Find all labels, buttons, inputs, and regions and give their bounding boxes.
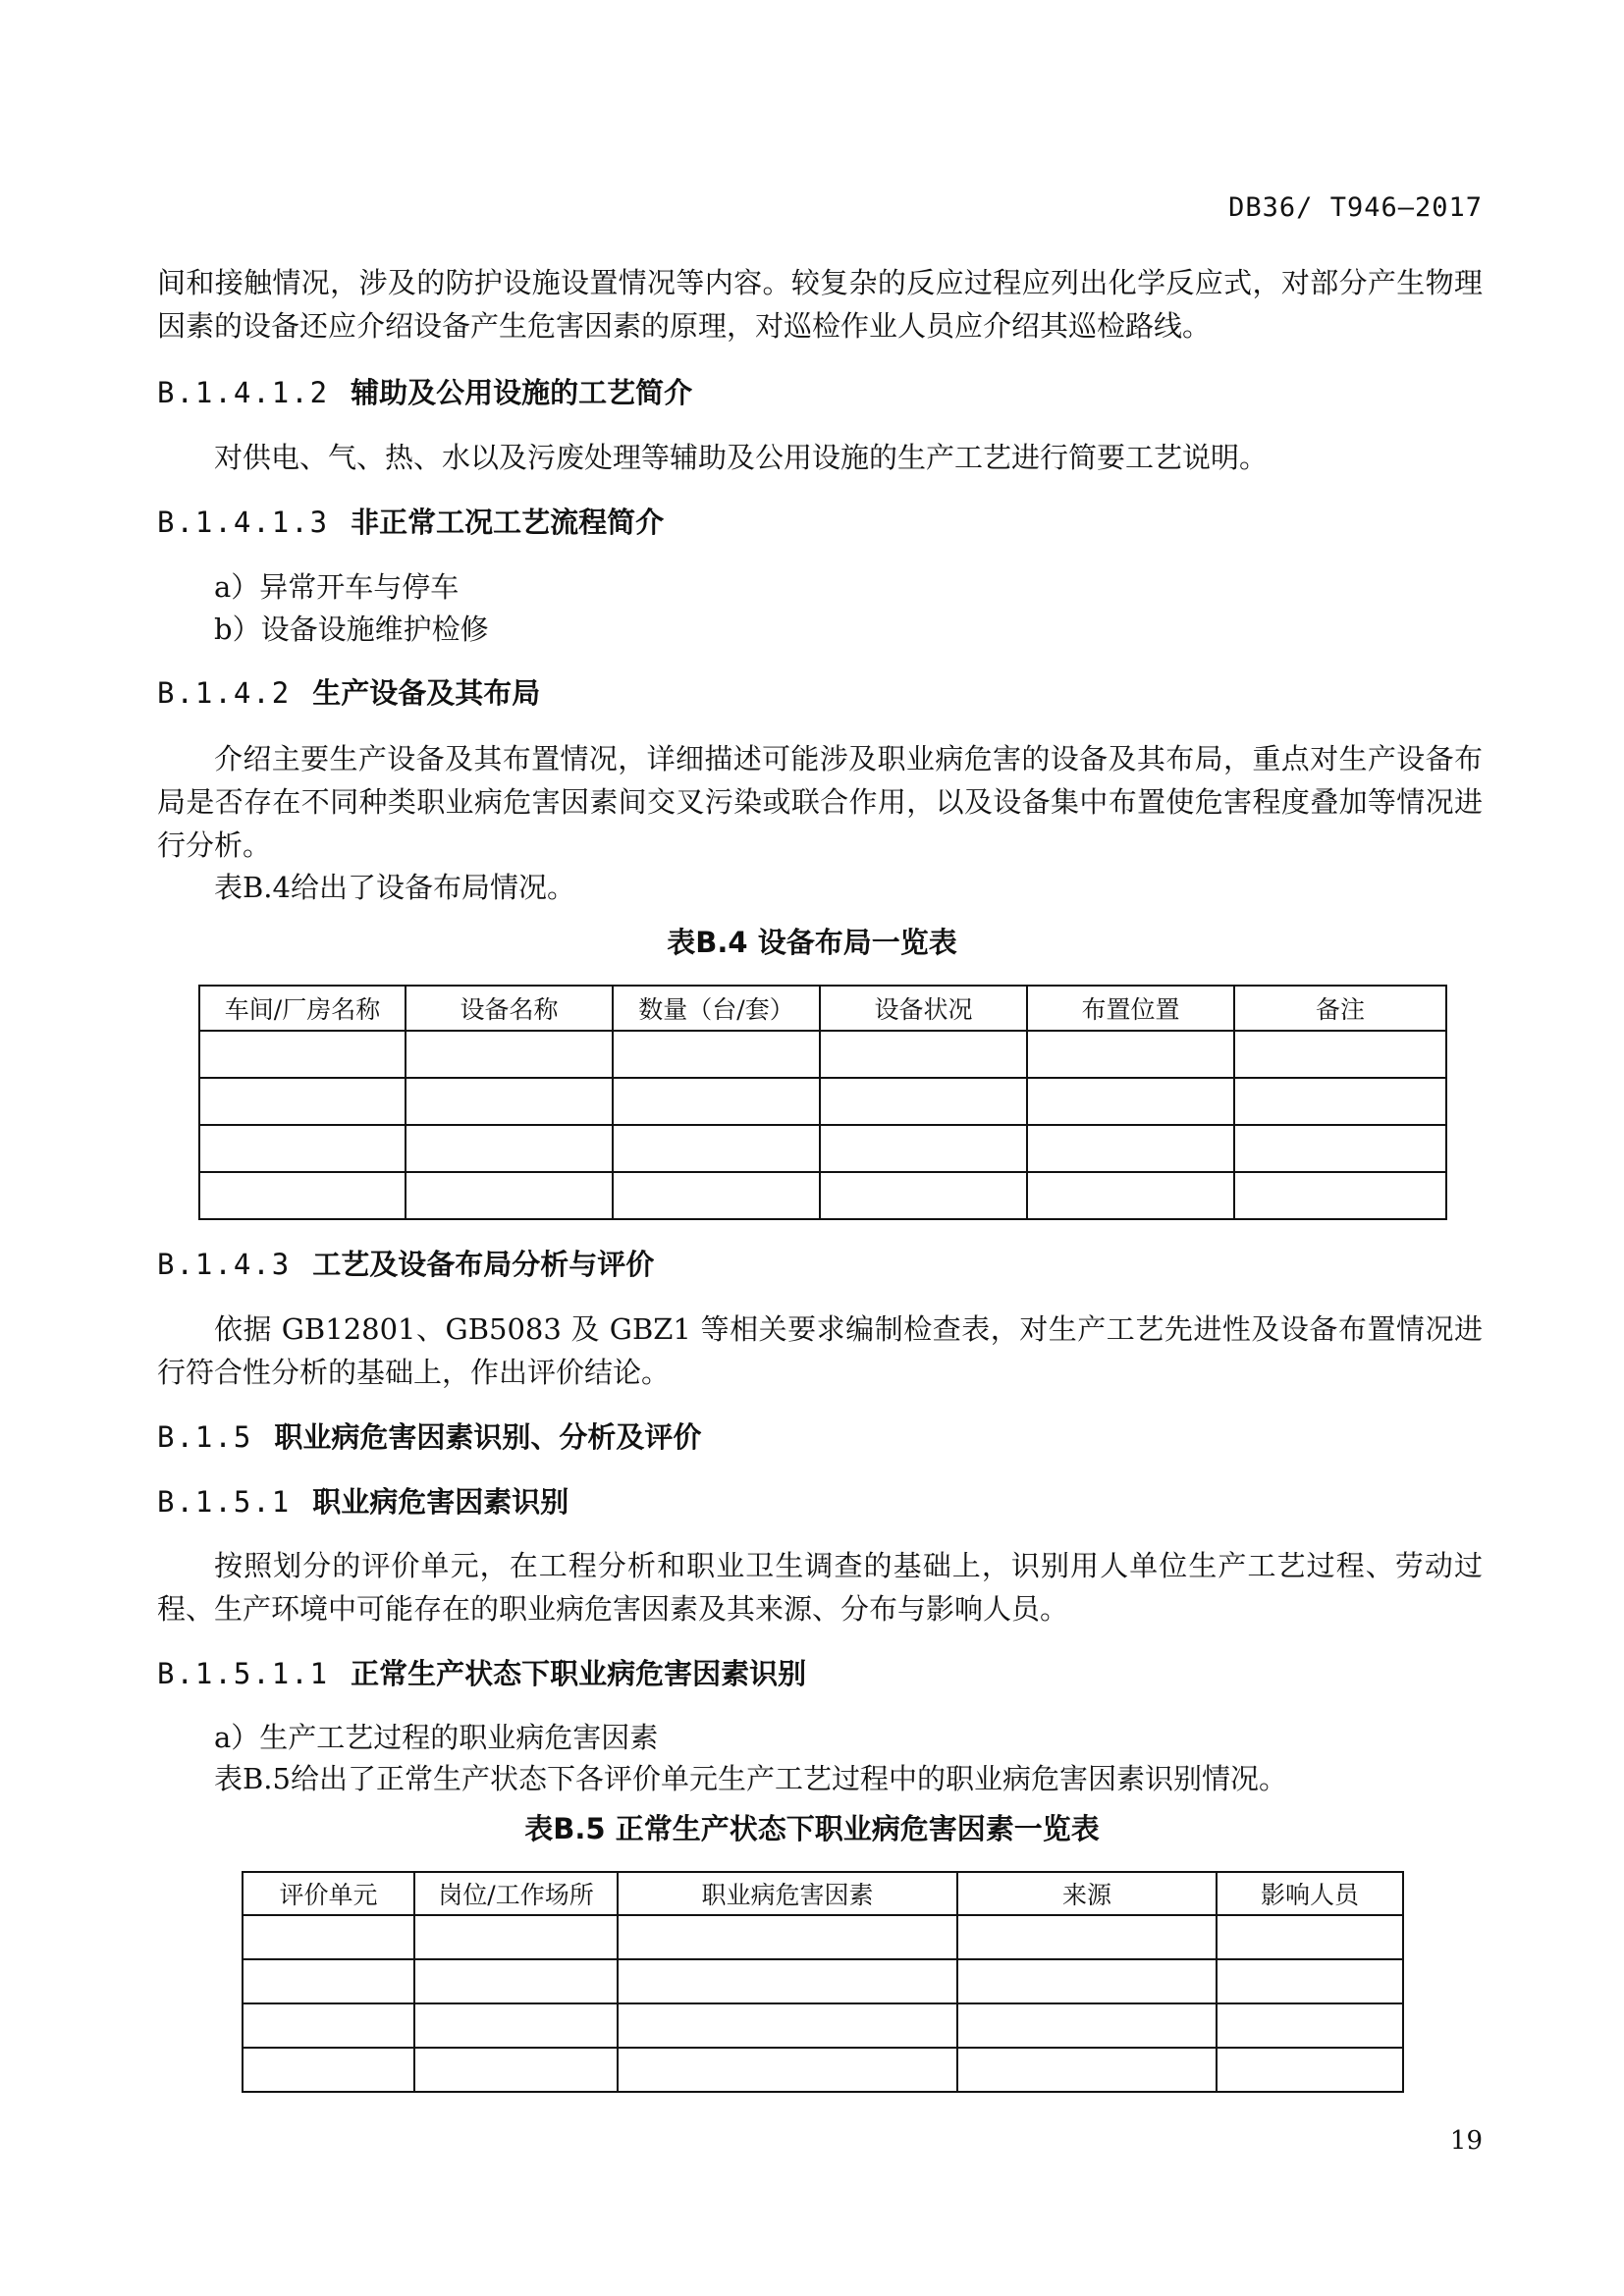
column-header: 设备状况 <box>820 986 1027 1031</box>
table-cell <box>406 1031 613 1078</box>
list-item: a）异常开车与停车 <box>214 570 460 604</box>
paragraph: 对供电、气、热、水以及污废处理等辅助及公用设施的生产工艺进行简要工艺说明。 <box>214 441 1269 474</box>
table-cell <box>957 1915 1217 1959</box>
table-cell <box>1027 1078 1234 1125</box>
table-cell <box>243 2003 414 2048</box>
table-cell <box>618 1915 957 1959</box>
table-cell <box>1027 1125 1234 1172</box>
table-cell <box>414 2003 618 2048</box>
equipment-layout-table <box>198 985 1447 1220</box>
section-title: 工艺及设备布局分析与评价 <box>312 1248 655 1281</box>
paragraph: 按照划分的评价单元，在工程分析和职业卫生调查的基础上，识别用人单位生产工艺过程、劳动过程、生产环境中可能存在的职业病危害因素及其来源、分布与影响人员。 <box>157 1549 1483 1626</box>
table-cell <box>199 1078 406 1125</box>
column-header: 备注 <box>1234 986 1446 1031</box>
table-cell <box>243 2048 414 2092</box>
table-cell <box>613 1031 820 1078</box>
table-cell <box>1217 1959 1403 2003</box>
section-number: B.1.5 <box>157 1420 253 1454</box>
section-title: 生产设备及其布局 <box>312 676 541 710</box>
section-number: B.1.4.1.3 <box>157 506 330 539</box>
table-cell <box>618 2048 957 2092</box>
table-row <box>243 1915 1403 1959</box>
section-heading <box>157 1652 806 1695</box>
section-title: 正常生产状态下职业病危害因素识别 <box>351 1657 807 1690</box>
table-cell <box>820 1125 1027 1172</box>
section-heading <box>157 501 664 544</box>
table-row <box>199 1125 1446 1172</box>
table-caption: 表B.5 正常生产状态下职业病危害因素一览表 <box>524 1812 1100 1845</box>
standard-code: DB36/ T946—2017 <box>1228 192 1483 223</box>
hazard-factors-table <box>242 1871 1404 2093</box>
table-cell <box>613 1078 820 1125</box>
section-heading <box>157 1480 568 1523</box>
table-cell <box>618 1959 957 2003</box>
table-cell <box>199 1031 406 1078</box>
table-row <box>243 1959 1403 2003</box>
table-cell <box>243 1915 414 1959</box>
column-header: 评价单元 <box>243 1872 414 1915</box>
table-cell <box>1234 1125 1446 1172</box>
table-cell <box>406 1078 613 1125</box>
section-title: 辅助及公用设施的工艺简介 <box>351 376 693 409</box>
section-title: 非正常工况工艺流程简介 <box>351 506 665 539</box>
section-heading <box>157 671 540 715</box>
table-cell <box>957 1959 1217 2003</box>
table-cell <box>618 2003 957 2048</box>
column-header: 影响人员 <box>1217 1872 1403 1915</box>
table-header-row <box>199 986 1446 1031</box>
list-item: a）生产工艺过程的职业病危害因素 <box>214 1721 659 1754</box>
section-number: B.1.4.3 <box>157 1248 292 1281</box>
table-row <box>243 2003 1403 2048</box>
table-cell <box>613 1125 820 1172</box>
table-cell <box>243 1959 414 2003</box>
column-header: 职业病危害因素 <box>618 1872 957 1915</box>
table-cell <box>820 1078 1027 1125</box>
list-item: b）设备设施维护检修 <box>214 613 489 646</box>
table-cell <box>199 1125 406 1172</box>
section-title: 职业病危害因素识别 <box>312 1485 569 1519</box>
table-cell <box>957 2003 1217 2048</box>
column-header: 数量（台/套） <box>613 986 820 1031</box>
table-cell <box>1027 1172 1234 1219</box>
paragraph: 间和接触情况，涉及的防护设施设置情况等内容。较复杂的反应过程应列出化学反应式，对部分产生物理因素的设备还应介绍设备产生危害因素的原理，对巡检作业人员应介绍其巡检路线。 <box>157 266 1483 343</box>
column-header: 来源 <box>957 1872 1217 1915</box>
table-cell <box>406 1125 613 1172</box>
table-cell <box>1217 2048 1403 2092</box>
section-heading <box>157 1243 654 1286</box>
paragraph: 表B.4给出了设备布局情况。 <box>214 871 575 904</box>
table-cell <box>1234 1078 1446 1125</box>
column-header: 布置位置 <box>1027 986 1234 1031</box>
table-cell <box>1217 1915 1403 1959</box>
paragraph: 表B.5给出了正常生产状态下各评价单元生产工艺过程中的职业病危害因素识别情况。 <box>214 1762 1287 1795</box>
section-heading <box>157 1415 701 1459</box>
table-cell <box>199 1172 406 1219</box>
section-heading <box>157 371 692 414</box>
page-number: 19 <box>1449 2126 1483 2156</box>
table-cell <box>414 2048 618 2092</box>
table-header-row <box>243 1872 1403 1915</box>
column-header: 设备名称 <box>406 986 613 1031</box>
table-cell <box>1234 1031 1446 1078</box>
table-cell <box>820 1172 1027 1219</box>
table-cell <box>414 1915 618 1959</box>
paragraph: 依据 GB12801、GB5083 及 GBZ1 等相关要求编制检查表，对生产工艺先进性及设备布置情况进行符合性分析的基础上，作出评价结论。 <box>157 1312 1483 1389</box>
paragraph: 介绍主要生产设备及其布置情况，详细描述可能涉及职业病危害的设备及其布局，重点对生产设备布局是否存在不同种类职业病危害因素间交叉污染或联合作用，以及设备集中布置使危害程度叠加等情况进行分析。 <box>157 742 1483 862</box>
section-number: B.1.4.2 <box>157 676 292 710</box>
table-cell <box>957 2048 1217 2092</box>
table-cell <box>406 1172 613 1219</box>
table-row <box>199 1172 1446 1219</box>
table-cell <box>1234 1172 1446 1219</box>
column-header: 岗位/工作场所 <box>414 1872 618 1915</box>
table-cell <box>414 1959 618 2003</box>
table-cell <box>1217 2003 1403 2048</box>
section-number: B.1.4.1.2 <box>157 376 330 409</box>
column-header: 车间/厂房名称 <box>199 986 406 1031</box>
table-cell <box>613 1172 820 1219</box>
table-caption: 表B.4 设备布局一览表 <box>667 926 957 959</box>
table-row <box>199 1031 1446 1078</box>
table-cell <box>1027 1031 1234 1078</box>
section-number: B.1.5.1.1 <box>157 1657 330 1690</box>
section-number: B.1.5.1 <box>157 1485 292 1519</box>
section-title: 职业病危害因素识别、分析及评价 <box>274 1420 702 1454</box>
table-cell <box>820 1031 1027 1078</box>
table-row <box>243 2048 1403 2092</box>
table-row <box>199 1078 1446 1125</box>
